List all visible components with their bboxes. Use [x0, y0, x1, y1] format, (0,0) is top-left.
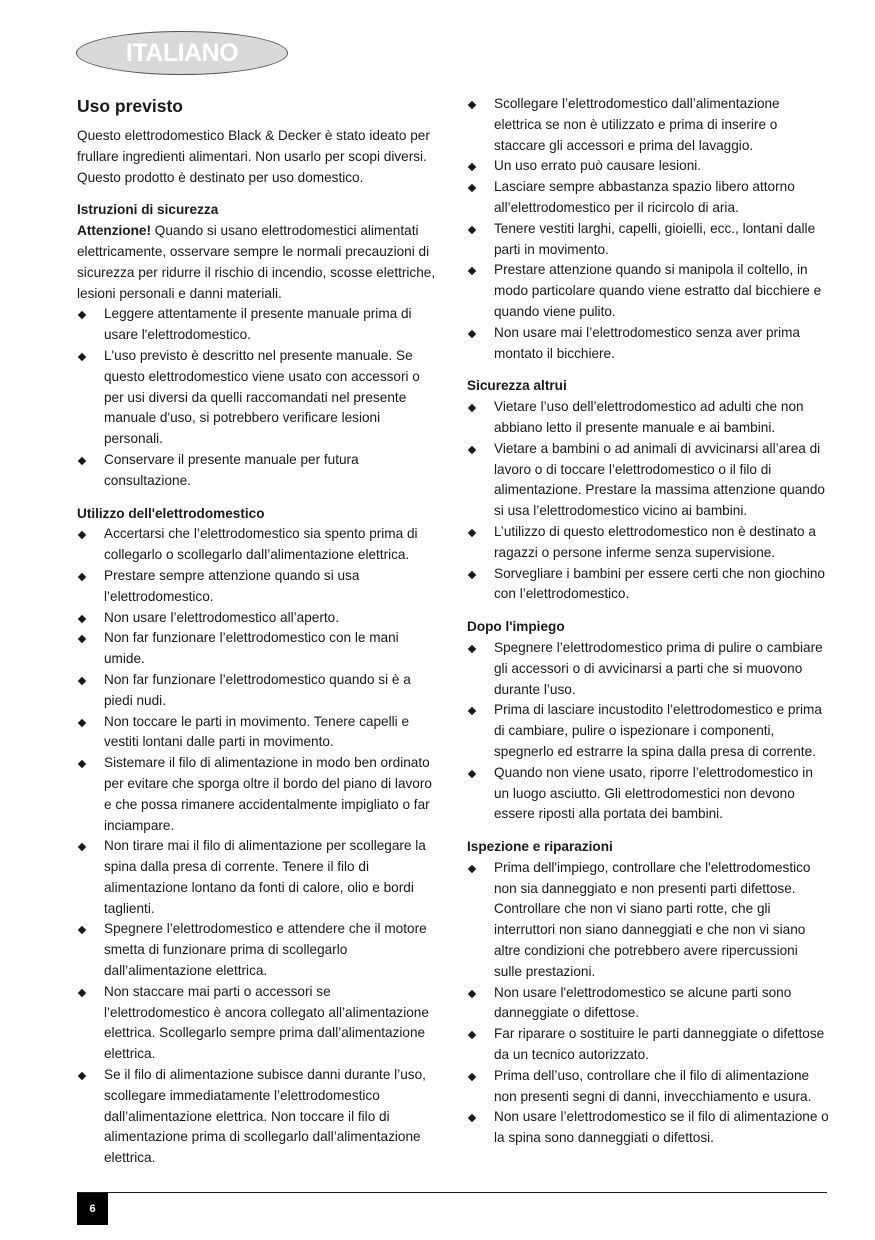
- diamond-bullet-icon: [78, 531, 86, 539]
- list-item-text: Prestare sempre attenzione quando si usa l’elettrodomestico.: [104, 567, 360, 604]
- diamond-bullet-icon: [468, 446, 476, 454]
- section-safety: [77, 200, 439, 491]
- diamond-bullet-icon: [78, 311, 86, 319]
- warning-label: Attenzione!: [77, 223, 152, 239]
- diamond-bullet-icon: [78, 614, 86, 622]
- diamond-bullet-icon: [468, 330, 476, 338]
- list-item: [467, 564, 829, 606]
- list-item-text: Vietare a bambini o ad animali di avvicinarsi all’area di lavoro o di toccare l’elettrodomestico o il filo di alimentazione. Prestare la massima attenzione quando si usa l’elettrodomestico vicino ai bambini.: [494, 440, 825, 519]
- list-item: [467, 638, 829, 700]
- list-item-text: Non usare mai l’elettrodomestico senza aver prima montato il bicchiere.: [494, 324, 800, 361]
- list-item: [467, 94, 829, 156]
- list-item-text: Spegnere l’elettrodomestico e attendere che il motore smetta di funzionare prima di scollegarlo dall’alimentazione elettrica.: [104, 921, 427, 979]
- right-column: [467, 94, 829, 1149]
- list-item-text: Lasciare sempre abbastanza spazio libero attorno all’elettrodomestico per il ricircolo di aria.: [494, 179, 795, 215]
- list-item-text: Non tirare mai il filo di alimentazione per scollegare la spina dalla presa di corrente. Tenere il filo di alimentazione lontano da fonti di calore, olio e bordi taglienti.: [104, 838, 426, 916]
- diamond-bullet-icon: [468, 101, 476, 109]
- list-item-text: Prima dell'impiego, controllare che l'elettrodomestico non sia danneggiato e non presenti parti difettose. Controllare che non vi siano parti rotte, che gli interruttori non siano danneggiati e che non vi siano altre condizioni che potrebbero avere ripercussioni sulle prestazioni.: [494, 859, 811, 979]
- list-item-text: Non staccare mai parti o accessori se l’elettrodomestico è ancora collegato all’alimentazione elettrica. Scollegarlo sempre prima dall’alimentazione elettrica.: [104, 983, 429, 1062]
- list-item: [77, 982, 439, 1065]
- section-title-intended-use: Uso previsto: [77, 96, 183, 116]
- diamond-bullet-icon: [468, 1073, 476, 1081]
- diamond-bullet-icon: [78, 989, 86, 997]
- list-item-text: Se il filo di alimentazione subisce danni durante l’uso, scollegare immediatamente l’elettrodomestico dall’alimentazione elettrica. Non toccare il filo di alimentazione prima di scollegarlo dall’alimentazione elettrica.: [104, 1067, 426, 1166]
- list-item: [467, 700, 829, 762]
- list-item-text: Prima dell’uso, controllare che il filo di alimentazione non presenti segni di danni, invecchiamento e usura.: [494, 1067, 812, 1104]
- diamond-bullet-icon: [78, 457, 86, 465]
- list-item: [77, 1065, 439, 1169]
- list-item-text: Vietare l’uso dell’elettrodomestico ad adulti che non abbiano letto il presente manuale e ai bambini.: [494, 399, 804, 435]
- diamond-bullet-icon: [468, 529, 476, 537]
- heading-inspection: Ispezione e riparazioni: [467, 839, 613, 855]
- list-item-text: Sistemare il filo di alimentazione in modo ben ordinato per evitare che sporga oltre il bordo del piano di lavoro e che possa rimanere accidentalmente impigliato o far inciampare.: [104, 755, 432, 833]
- list-item: [467, 397, 829, 439]
- list-item: [77, 712, 439, 754]
- diamond-bullet-icon: [468, 865, 476, 873]
- diamond-bullet-icon: [468, 707, 476, 715]
- list-item-text: Sorvegliare i bambini per essere certi che non giochino con l’elettrodomestico.: [494, 565, 825, 602]
- list-item-text: Leggere attentamente il presente manuale prima di usare l'elettrodomestico.: [104, 306, 412, 343]
- heading-after-use: Dopo l'impiego: [467, 619, 565, 635]
- diamond-bullet-icon: [78, 573, 86, 581]
- section-after-use: [467, 617, 829, 825]
- list-item: [467, 1024, 829, 1066]
- diamond-bullet-icon: [468, 267, 476, 275]
- footer-rule: [77, 1192, 827, 1193]
- usage-list: [77, 524, 439, 1169]
- list-item-text: Non usare l’elettrodomestico all’aperto.: [104, 609, 339, 625]
- list-item-text: Non toccare le parti in movimento. Tenere capelli e vestiti lontani dalle parti in movimento.: [104, 713, 410, 750]
- safety-list: [77, 304, 439, 491]
- list-item-text: Un uso errato può causare lesioni.: [494, 158, 702, 174]
- inspection-list: [467, 858, 829, 1149]
- list-item: [77, 608, 439, 629]
- list-item-text: L'uso previsto è descritto nel presente manuale. Se questo elettrodomestico viene usato con accessori o per usi diversi da quelli raccomandati nel presente manuale d'uso, si potrebbero verificare lesioni personali.: [104, 347, 420, 447]
- after-use-list: [467, 638, 829, 825]
- list-item: [467, 177, 829, 219]
- diamond-bullet-icon: [468, 989, 476, 997]
- list-item: [467, 323, 829, 365]
- list-item: [467, 156, 829, 177]
- section-usage: [77, 504, 439, 1170]
- list-item: [467, 522, 829, 564]
- list-item-text: Prima di lasciare incustodito l’elettrodomestico e prima di cambiare, pulire o ispezionare i componenti, spegnerlo ed estrarre la spina dalla presa di corrente.: [494, 702, 822, 759]
- diamond-bullet-icon: [468, 570, 476, 578]
- list-item-text: Far riparare o sostituire le parti danneggiate o difettose da un tecnico autorizzato.: [494, 1026, 825, 1063]
- list-item: [77, 836, 439, 919]
- left-column: [77, 94, 439, 1169]
- list-item-text: Non far funzionare l’elettrodomestico con le mani umide.: [104, 630, 399, 667]
- list-item: [467, 858, 829, 983]
- language-tab: ITALIANO: [76, 31, 288, 75]
- diamond-bullet-icon: [468, 1114, 476, 1122]
- diamond-bullet-icon: [78, 353, 86, 361]
- usage-list-continued: [467, 94, 829, 364]
- list-item-text: L’utilizzo di questo elettrodomestico non è destinato a ragazzi o persone inferme senza supervisione.: [494, 523, 816, 560]
- list-item-text: Scollegare l’elettrodomestico dall’alimentazione elettrica se non è utilizzato e prima di inserire o staccare gli accessori e prima del lavaggio.: [494, 96, 780, 153]
- diamond-bullet-icon: [468, 226, 476, 234]
- list-item: [77, 628, 439, 670]
- list-item: [467, 763, 829, 825]
- list-item-text: Conservare il presente manuale per futura consultazione.: [104, 451, 359, 488]
- diamond-bullet-icon: [78, 760, 86, 768]
- diamond-bullet-icon: [78, 635, 86, 643]
- heading-others-safety: Sicurezza altrui: [467, 378, 567, 394]
- list-item: [77, 919, 439, 981]
- diamond-bullet-icon: [468, 184, 476, 192]
- list-item-text: Spegnere l’elettrodomestico prima di pulire o cambiare gli accessori o di avvicinarsi a parti che si muovono durante l’uso.: [494, 639, 823, 697]
- list-item: [77, 566, 439, 608]
- page-number: 6: [77, 1193, 108, 1225]
- list-item: [77, 524, 439, 566]
- list-item-text: Quando non viene usato, riporre l’elettrodomestico in un luogo asciutto. Gli elettrodomestici non devono essere riposti alla portata dei bambini.: [494, 764, 813, 822]
- list-item: [467, 1107, 829, 1149]
- list-item-text: Accertarsi che l’elettrodomestico sia spento prima di collegarlo o scollegarlo dall’alimentazione elettrica.: [104, 526, 418, 563]
- list-item-text: Non far funzionare l’elettrodomestico quando si è a piedi nudi.: [104, 671, 411, 708]
- diamond-bullet-icon: [78, 843, 86, 851]
- list-item: [467, 1066, 829, 1108]
- diamond-bullet-icon: [78, 926, 86, 934]
- heading-safety: Istruzioni di sicurezza: [77, 202, 219, 218]
- heading-usage: Utilizzo dell'elettrodomestico: [77, 505, 265, 521]
- list-item-text: Tenere vestiti larghi, capelli, gioielli, ecc., lontani dalle parti in movimento.: [494, 220, 816, 257]
- diamond-bullet-icon: [78, 718, 86, 726]
- list-item: [77, 670, 439, 712]
- warning-paragraph: [77, 221, 439, 304]
- warning-text: Quando si usano elettrodomestici alimentati elettricamente, osservare sempre le normali precauzioni di sicurezza per ridurre il rischio di incendio, scosse elettriche, lesioni personali e danni materiali.: [77, 223, 436, 301]
- intended-use-text: Questo elettrodomestico Black & Decker è stato ideato per frullare ingredienti alimentari. Non usarlo per scopi diversi. Questo prodotto è destinato per uso domestico.: [77, 128, 430, 185]
- list-item: [467, 260, 829, 322]
- section-others-safety: [467, 376, 829, 605]
- list-item: [467, 219, 829, 261]
- list-item-text: Non usare l’elettrodomestico se il filo di alimentazione o la spina sono danneggiati o difettosi.: [494, 1109, 829, 1146]
- diamond-bullet-icon: [468, 769, 476, 777]
- section-intended-use: [77, 94, 439, 188]
- diamond-bullet-icon: [468, 1031, 476, 1039]
- list-item-text: Non usare l'elettrodomestico se alcune parti sono danneggiate o difettose.: [494, 984, 792, 1021]
- diamond-bullet-icon: [78, 677, 86, 685]
- diamond-bullet-icon: [468, 163, 476, 171]
- list-item: [77, 450, 439, 492]
- diamond-bullet-icon: [78, 1072, 86, 1080]
- diamond-bullet-icon: [468, 404, 476, 412]
- section-inspection: [467, 837, 829, 1149]
- list-item: [467, 983, 829, 1025]
- section-usage-continued: [467, 94, 829, 364]
- list-item: [77, 346, 439, 450]
- diamond-bullet-icon: [468, 645, 476, 653]
- others-safety-list: [467, 397, 829, 605]
- list-item: [467, 439, 829, 522]
- list-item-text: Prestare attenzione quando si manipola il coltello, in modo particolare quando viene estratto dal bicchiere e quando viene pulito.: [494, 262, 822, 319]
- list-item: [77, 753, 439, 836]
- list-item: [77, 304, 439, 346]
